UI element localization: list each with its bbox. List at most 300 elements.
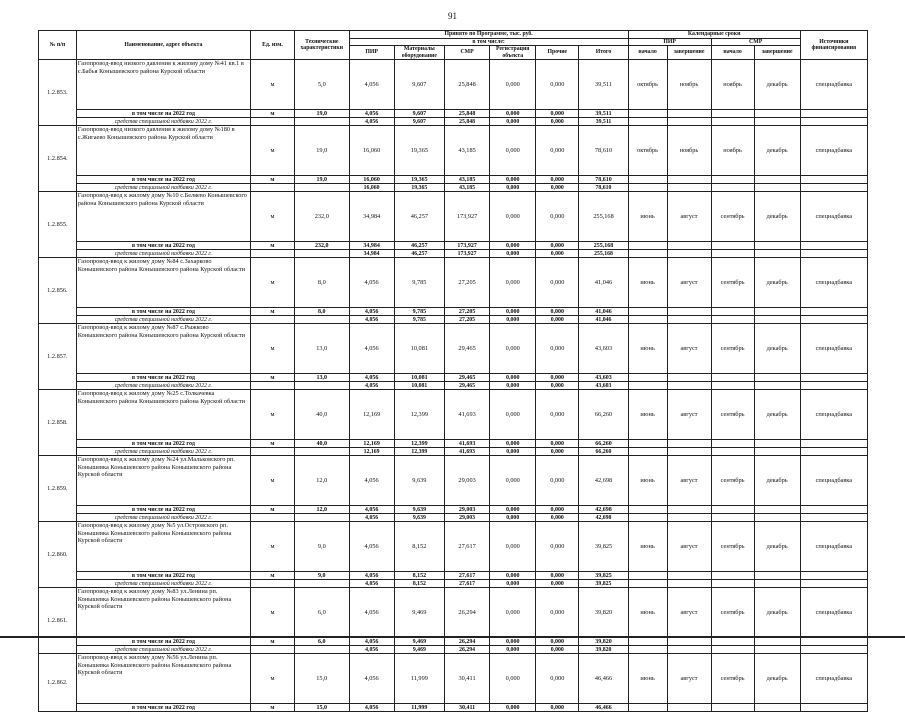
subtotal-label: в том числе на 2022 год xyxy=(76,176,250,184)
empty-cell xyxy=(628,638,667,646)
empty-cell xyxy=(800,572,867,580)
empty-cell xyxy=(711,440,754,448)
subtotal-row xyxy=(39,638,868,646)
smr-end-cell: декабрь xyxy=(754,654,800,704)
spec-total: 39,511 xyxy=(579,118,628,126)
empty-cell xyxy=(754,242,800,250)
row-num: 1.2.853. xyxy=(39,60,77,126)
empty-cell xyxy=(628,704,667,712)
subtotal-label: в том числе на 2022 год xyxy=(76,110,250,118)
empty-cell xyxy=(628,242,667,250)
table-row xyxy=(39,324,868,374)
empty-cell xyxy=(754,704,800,712)
smr-start-cell: сентябрь xyxy=(711,324,754,374)
spec-total: 78,610 xyxy=(579,184,628,192)
empty-cell xyxy=(754,374,800,382)
subtotal-materials: 9,639 xyxy=(394,506,444,514)
pir-cell: 34,984 xyxy=(349,192,394,242)
table-row xyxy=(39,60,868,110)
empty-cell xyxy=(628,506,667,514)
empty-cell xyxy=(754,382,800,390)
pir-cell: 4,056 xyxy=(349,654,394,704)
table-row xyxy=(39,522,868,572)
subtotal-registration: 0,000 xyxy=(490,572,536,580)
spec-registration: 0,000 xyxy=(490,514,536,522)
subtotal-smr: 29,465 xyxy=(445,374,490,382)
subtotal-other: 0,000 xyxy=(536,506,579,514)
subtotal-materials: 46,257 xyxy=(394,242,444,250)
special-surcharge-row xyxy=(39,250,868,258)
smr-start-cell: сентябрь xyxy=(711,390,754,440)
subtotal-other: 0,000 xyxy=(536,638,579,646)
header-calendar: Календарные сроки xyxy=(628,31,800,39)
spec-smr: 25,848 xyxy=(445,118,490,126)
empty-cell xyxy=(667,374,711,382)
smr-start-cell: ноябрь xyxy=(711,126,754,176)
spec-smr: 27,617 xyxy=(445,580,490,588)
pir-start-cell: июнь xyxy=(628,522,667,572)
subtotal-smr: 43,185 xyxy=(445,176,490,184)
empty-cell xyxy=(711,316,754,324)
empty-cell xyxy=(711,118,754,126)
materials-cell: 8,152 xyxy=(394,522,444,572)
special-surcharge-row xyxy=(39,184,868,192)
spec-registration: 0,000 xyxy=(490,448,536,456)
spec-materials: 9,607 xyxy=(394,118,444,126)
subtotal-registration: 0,000 xyxy=(490,506,536,514)
spec-other: 0,000 xyxy=(536,646,579,654)
pir-cell: 4,056 xyxy=(349,324,394,374)
pir-end-cell: ноябрь xyxy=(667,60,711,110)
other-cell: 0,000 xyxy=(536,60,579,110)
smr-end-cell: декабрь xyxy=(754,588,800,638)
pir-start-cell: июнь xyxy=(628,390,667,440)
empty-cell xyxy=(754,118,800,126)
subtotal-label: в том числе на 2022 год xyxy=(76,638,250,646)
spec-materials: 46,257 xyxy=(394,250,444,258)
special-surcharge-label: средства специальной надбавки 2022 г. xyxy=(76,646,250,654)
tech-cell: 6,0 xyxy=(295,588,350,638)
empty-cell xyxy=(295,448,350,456)
pir-start-cell: июнь xyxy=(628,654,667,704)
registration-cell: 0,000 xyxy=(490,324,536,374)
empty-cell xyxy=(628,440,667,448)
pir-start-cell: июнь xyxy=(628,258,667,308)
empty-cell xyxy=(711,184,754,192)
header-num: № п/п xyxy=(39,31,77,60)
empty-cell xyxy=(667,580,711,588)
total-cell: 66,260 xyxy=(579,390,628,440)
subtotal-tech: 19,0 xyxy=(295,176,350,184)
empty-cell xyxy=(250,382,294,390)
empty-cell xyxy=(628,374,667,382)
spec-other: 0,000 xyxy=(536,184,579,192)
special-surcharge-row xyxy=(39,118,868,126)
special-surcharge-label: средства специальной надбавки 2022 г. xyxy=(76,514,250,522)
smr-cell: 29,465 xyxy=(445,324,490,374)
subtotal-materials: 9,785 xyxy=(394,308,444,316)
empty-cell xyxy=(667,448,711,456)
spec-materials: 10,081 xyxy=(394,382,444,390)
empty-cell xyxy=(754,572,800,580)
empty-cell xyxy=(628,514,667,522)
pir-cell: 4,056 xyxy=(349,60,394,110)
subtotal-label: в том числе на 2022 год xyxy=(76,506,250,514)
empty-cell xyxy=(800,242,867,250)
empty-cell xyxy=(754,308,800,316)
empty-cell xyxy=(250,316,294,324)
registration-cell: 0,000 xyxy=(490,192,536,242)
unit-cell: м xyxy=(250,192,294,242)
subtotal-pir: 4,056 xyxy=(349,308,394,316)
spec-registration: 0,000 xyxy=(490,316,536,324)
total-cell: 255,168 xyxy=(579,192,628,242)
smr-end-cell: декабрь xyxy=(754,126,800,176)
spec-materials: 9,639 xyxy=(394,514,444,522)
spec-pir: 4,056 xyxy=(349,316,394,324)
subtotal-materials: 11,999 xyxy=(394,704,444,712)
other-cell: 0,000 xyxy=(536,324,579,374)
empty-cell xyxy=(711,374,754,382)
empty-cell xyxy=(754,638,800,646)
empty-cell xyxy=(667,250,711,258)
subtotal-row xyxy=(39,704,868,712)
empty-cell xyxy=(800,514,867,522)
empty-cell xyxy=(667,704,711,712)
smr-start-cell: сентябрь xyxy=(711,258,754,308)
tech-cell: 15,0 xyxy=(295,654,350,704)
pir-start-cell: октябрь xyxy=(628,60,667,110)
materials-cell: 9,469 xyxy=(394,588,444,638)
empty-cell xyxy=(711,176,754,184)
spec-total: 43,603 xyxy=(579,382,628,390)
spec-registration: 0,000 xyxy=(490,646,536,654)
pir-end-cell: август xyxy=(667,324,711,374)
empty-cell xyxy=(711,382,754,390)
spec-pir: 12,169 xyxy=(349,448,394,456)
unit-cell: м xyxy=(250,390,294,440)
special-surcharge-label: средства специальной надбавки 2022 г. xyxy=(76,580,250,588)
smr-end-cell: декабрь xyxy=(754,60,800,110)
row-num: 1.2.861. xyxy=(39,588,77,654)
subtotal-total: 255,168 xyxy=(579,242,628,250)
table-row xyxy=(39,654,868,704)
subtotal-total: 39,825 xyxy=(579,572,628,580)
tech-cell: 232,0 xyxy=(295,192,350,242)
subtotal-tech: 15,0 xyxy=(295,704,350,712)
smr-start-cell: сентябрь xyxy=(711,456,754,506)
subtotal-tech: 40,0 xyxy=(295,440,350,448)
spec-registration: 0,000 xyxy=(490,580,536,588)
empty-cell xyxy=(800,440,867,448)
registration-cell: 0,000 xyxy=(490,588,536,638)
unit-cell: м xyxy=(250,60,294,110)
object-name: Газопровод-ввод низкого давления к жилому дому №180 в с.Жигаево Конышевского района Курской области xyxy=(76,126,250,176)
header-registration: Регистрация объекта xyxy=(490,46,536,60)
empty-cell xyxy=(711,110,754,118)
registration-cell: 0,000 xyxy=(490,522,536,572)
empty-cell xyxy=(628,176,667,184)
special-surcharge-row xyxy=(39,646,868,654)
pir-end-cell: август xyxy=(667,258,711,308)
spec-other: 0,000 xyxy=(536,580,579,588)
empty-cell xyxy=(711,448,754,456)
empty-cell xyxy=(711,506,754,514)
other-cell: 0,000 xyxy=(536,588,579,638)
subtotal-label: в том числе на 2022 год xyxy=(76,308,250,316)
row-num: 1.2.857. xyxy=(39,324,77,390)
pir-start-cell: октябрь xyxy=(628,126,667,176)
source-cell: спецнадбавка xyxy=(800,654,867,704)
empty-cell xyxy=(754,514,800,522)
total-cell: 39,825 xyxy=(579,522,628,572)
empty-cell xyxy=(250,250,294,258)
empty-cell xyxy=(628,118,667,126)
subtotal-materials: 19,365 xyxy=(394,176,444,184)
tech-cell: 13,0 xyxy=(295,324,350,374)
spec-smr: 41,693 xyxy=(445,448,490,456)
smr-cell: 26,294 xyxy=(445,588,490,638)
smr-end-cell: декабрь xyxy=(754,456,800,506)
registration-cell: 0,000 xyxy=(490,60,536,110)
subtotal-pir: 16,060 xyxy=(349,176,394,184)
smr-end-cell: декабрь xyxy=(754,258,800,308)
subtotal-unit: м xyxy=(250,704,294,712)
spec-registration: 0,000 xyxy=(490,250,536,258)
subtotal-smr: 30,411 xyxy=(445,704,490,712)
subtotal-row xyxy=(39,506,868,514)
other-cell: 0,000 xyxy=(536,390,579,440)
spec-total: 255,168 xyxy=(579,250,628,258)
unit-cell: м xyxy=(250,654,294,704)
object-name: Газопровод-ввод к жилому дому №24 ул.Мальковского рп. Конышевка Конышевского района Конышевского района Курской области xyxy=(76,456,250,506)
subtotal-other: 0,000 xyxy=(536,704,579,712)
special-surcharge-label: средства специальной надбавки 2022 г. xyxy=(76,382,250,390)
subtotal-pir: 4,056 xyxy=(349,110,394,118)
pir-end-cell: август xyxy=(667,390,711,440)
subtotal-pir: 34,984 xyxy=(349,242,394,250)
unit-cell: м xyxy=(250,324,294,374)
subtotal-materials: 8,152 xyxy=(394,572,444,580)
empty-cell xyxy=(628,646,667,654)
header-total: Итого xyxy=(579,46,628,60)
pir-cell: 4,056 xyxy=(349,588,394,638)
subtotal-registration: 0,000 xyxy=(490,308,536,316)
smr-start-cell: сентябрь xyxy=(711,192,754,242)
smr-start-cell: ноябрь xyxy=(711,60,754,110)
spec-smr: 29,003 xyxy=(445,514,490,522)
tech-cell: 8,0 xyxy=(295,258,350,308)
special-surcharge-row xyxy=(39,316,868,324)
header-cal-pir: ПИР xyxy=(628,38,711,46)
special-surcharge-label: средства специальной надбавки 2022 г. xyxy=(76,184,250,192)
empty-cell xyxy=(754,580,800,588)
subtotal-registration: 0,000 xyxy=(490,440,536,448)
source-cell: спецнадбавка xyxy=(800,522,867,572)
subtotal-unit: м xyxy=(250,242,294,250)
empty-cell xyxy=(800,110,867,118)
subtotal-smr: 29,003 xyxy=(445,506,490,514)
special-surcharge-label: средства специальной надбавки 2022 г. xyxy=(76,118,250,126)
special-surcharge-label: средства специальной надбавки 2022 г. xyxy=(76,316,250,324)
tech-cell: 19,0 xyxy=(295,126,350,176)
empty-cell xyxy=(754,440,800,448)
object-name: Газопровод-ввод к жилому дому №5 ул.Островского рп. Конышевка Конышевского района Конышевского района Курской области xyxy=(76,522,250,572)
materials-cell: 9,607 xyxy=(394,60,444,110)
spec-registration: 0,000 xyxy=(490,184,536,192)
smr-cell: 41,693 xyxy=(445,390,490,440)
smr-end-cell: декабрь xyxy=(754,390,800,440)
source-cell: спецнадбавка xyxy=(800,390,867,440)
special-surcharge-label: средства специальной надбавки 2022 г. xyxy=(76,448,250,456)
subtotal-unit: м xyxy=(250,110,294,118)
empty-cell xyxy=(754,646,800,654)
header-pir: ПИР xyxy=(349,46,394,60)
total-cell: 46,466 xyxy=(579,654,628,704)
subtotal-other: 0,000 xyxy=(536,176,579,184)
unit-cell: м xyxy=(250,588,294,638)
special-surcharge-label: средства специальной надбавки 2022 г. xyxy=(76,250,250,258)
spec-total: 39,820 xyxy=(579,646,628,654)
total-cell: 39,511 xyxy=(579,60,628,110)
spec-pir: 34,984 xyxy=(349,250,394,258)
materials-cell: 12,399 xyxy=(394,390,444,440)
subtotal-row xyxy=(39,374,868,382)
row-num: 1.2.854. xyxy=(39,126,77,192)
subtotal-total: 78,610 xyxy=(579,176,628,184)
row-num: 1.2.855. xyxy=(39,192,77,258)
table-row xyxy=(39,456,868,506)
header-other: Прочие xyxy=(536,46,579,60)
spec-pir: 4,056 xyxy=(349,514,394,522)
pir-cell: 12,169 xyxy=(349,390,394,440)
subtotal-registration: 0,000 xyxy=(490,638,536,646)
materials-cell: 10,081 xyxy=(394,324,444,374)
empty-cell xyxy=(250,448,294,456)
subtotal-other: 0,000 xyxy=(536,440,579,448)
empty-cell xyxy=(800,118,867,126)
source-cell: спецнадбавка xyxy=(800,588,867,638)
empty-cell xyxy=(711,572,754,580)
subtotal-unit: м xyxy=(250,308,294,316)
empty-cell xyxy=(800,448,867,456)
empty-cell xyxy=(800,506,867,514)
table-row xyxy=(39,588,868,638)
subtotal-pir: 4,056 xyxy=(349,506,394,514)
registration-cell: 0,000 xyxy=(490,258,536,308)
subtotal-tech: 19,0 xyxy=(295,110,350,118)
other-cell: 0,000 xyxy=(536,126,579,176)
empty-cell xyxy=(711,250,754,258)
subtotal-materials: 10,081 xyxy=(394,374,444,382)
smr-start-cell: сентябрь xyxy=(711,588,754,638)
total-cell: 43,603 xyxy=(579,324,628,374)
header-materials: Материалы оборудование xyxy=(394,46,444,60)
empty-cell xyxy=(800,176,867,184)
header-cal-smr: СМР xyxy=(711,38,800,46)
table-header xyxy=(39,31,868,60)
header-smr-start: начало xyxy=(711,46,754,60)
source-cell: спецнадбавка xyxy=(800,192,867,242)
spec-other: 0,000 xyxy=(536,316,579,324)
subtotal-tech: 12,0 xyxy=(295,506,350,514)
empty-cell xyxy=(295,118,350,126)
empty-cell xyxy=(800,638,867,646)
registration-cell: 0,000 xyxy=(490,456,536,506)
subtotal-tech: 232,0 xyxy=(295,242,350,250)
subtotal-row xyxy=(39,572,868,580)
materials-cell: 19,365 xyxy=(394,126,444,176)
total-cell: 39,820 xyxy=(579,588,628,638)
empty-cell xyxy=(667,242,711,250)
spec-other: 0,000 xyxy=(536,118,579,126)
table-row xyxy=(39,258,868,308)
unit-cell: м xyxy=(250,456,294,506)
subtotal-smr: 173,927 xyxy=(445,242,490,250)
subtotal-registration: 0,000 xyxy=(490,242,536,250)
empty-cell xyxy=(754,316,800,324)
header-smr-end: завершение xyxy=(754,46,800,60)
empty-cell xyxy=(800,184,867,192)
spec-smr: 27,205 xyxy=(445,316,490,324)
empty-cell xyxy=(667,316,711,324)
pir-end-cell: август xyxy=(667,654,711,704)
smr-cell: 43,185 xyxy=(445,126,490,176)
empty-cell xyxy=(667,572,711,580)
table-row xyxy=(39,192,868,242)
empty-cell xyxy=(667,514,711,522)
empty-cell xyxy=(295,316,350,324)
subtotal-unit: м xyxy=(250,374,294,382)
tech-cell: 5,0 xyxy=(295,60,350,110)
subtotal-label: в том числе на 2022 год xyxy=(76,572,250,580)
subtotal-total: 39,820 xyxy=(579,638,628,646)
empty-cell xyxy=(754,184,800,192)
header-source: Источники финансирования xyxy=(800,31,867,60)
empty-cell xyxy=(754,448,800,456)
empty-cell xyxy=(628,110,667,118)
subtotal-materials: 12,399 xyxy=(394,440,444,448)
empty-cell xyxy=(628,184,667,192)
empty-cell xyxy=(667,382,711,390)
object-name: Газопровод-ввод к жилому дому №10 с.Беляево Конышевского района Конышевского района Курской области xyxy=(76,192,250,242)
special-surcharge-row xyxy=(39,448,868,456)
pir-end-cell: август xyxy=(667,588,711,638)
spec-materials: 9,785 xyxy=(394,316,444,324)
empty-cell xyxy=(800,374,867,382)
subtotal-registration: 0,000 xyxy=(490,176,536,184)
subtotal-registration: 0,000 xyxy=(490,704,536,712)
object-name: Газопровод-ввод к жилому дому №83 ул.Ленина рп. Конышевка Конышевского района Конышевского района Курской области xyxy=(76,588,250,638)
subtotal-pir: 4,056 xyxy=(349,704,394,712)
smr-end-cell: декабрь xyxy=(754,192,800,242)
spec-total: 66,260 xyxy=(579,448,628,456)
pir-start-cell: июнь xyxy=(628,588,667,638)
empty-cell xyxy=(667,506,711,514)
materials-cell: 9,639 xyxy=(394,456,444,506)
subtotal-other: 0,000 xyxy=(536,242,579,250)
empty-cell xyxy=(800,316,867,324)
subtotal-unit: м xyxy=(250,572,294,580)
spec-pir: 4,056 xyxy=(349,382,394,390)
subtotal-other: 0,000 xyxy=(536,308,579,316)
empty-cell xyxy=(754,506,800,514)
spec-materials: 9,469 xyxy=(394,646,444,654)
subtotal-smr: 27,617 xyxy=(445,572,490,580)
subtotal-label: в том числе на 2022 год xyxy=(76,374,250,382)
smr-cell: 30,411 xyxy=(445,654,490,704)
empty-cell xyxy=(628,250,667,258)
